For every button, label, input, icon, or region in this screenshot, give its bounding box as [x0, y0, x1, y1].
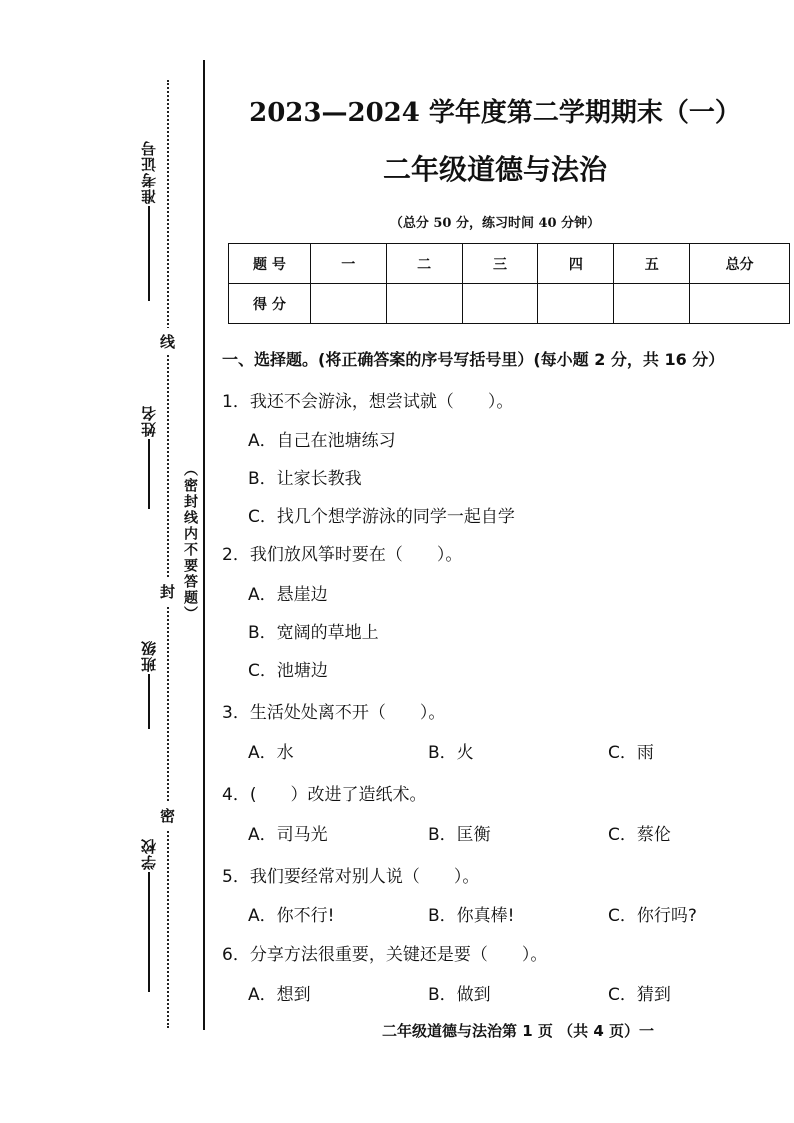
class-field [138, 640, 159, 729]
option: B．宽阔的草地上 [248, 623, 379, 643]
option: B．让家长教我 [248, 469, 362, 489]
exam-number-field [138, 140, 159, 301]
option: B．火 [428, 743, 474, 763]
score-table-score-row [229, 284, 790, 324]
seal-note: （密封线内不要答题） [182, 462, 198, 622]
score-table-header-row [229, 244, 790, 284]
option: B．你真棒! [428, 906, 515, 926]
exam-meta: （总分 50 分，练习时间 40 分钟） [389, 216, 601, 231]
option: A．悬崖边 [248, 585, 328, 605]
seal-dotted-line [167, 80, 169, 1028]
options-row [248, 820, 788, 845]
options-row [248, 738, 788, 763]
question-stem: 2．我们放风筝时要在（ ）。 [222, 545, 463, 565]
options-row [248, 901, 788, 926]
option: C．池塘边 [248, 661, 328, 681]
row-header-score: 得 分 [229, 284, 311, 324]
option: C．你行吗? [608, 906, 697, 926]
option: B．匡衡 [428, 825, 491, 845]
option: A．水 [248, 743, 294, 763]
question-stem: 4．( ）改进了造纸术。 [222, 785, 427, 805]
score-cell[interactable] [310, 284, 386, 324]
class-label: 班级 [140, 640, 158, 672]
binding-rule [203, 60, 205, 1030]
score-table [228, 243, 790, 324]
question-stem: 3．生活处处离不开（ ）。 [222, 703, 446, 723]
seal-char-seal: 封 [160, 578, 175, 605]
option: B．做到 [428, 985, 491, 1005]
school-field [138, 838, 159, 992]
name-label: 姓名 [140, 405, 158, 437]
col-header-5: 五 [614, 244, 690, 284]
school-label: 学校 [140, 838, 158, 870]
exam-subject: 二年级道德与法治 [382, 153, 607, 186]
score-cell[interactable] [614, 284, 690, 324]
question-stem: 1．我还不会游泳，想尝试就（ ）。 [222, 392, 514, 412]
exam-number-label: 准考证号 [140, 140, 158, 204]
section-heading: 一、选择题。(将正确答案的序号写括号里）(每小题 2 分，共 16 分） [222, 350, 725, 369]
question-stem: 6．分享方法很重要，关键还是要（ ）。 [222, 945, 548, 965]
col-header-4: 四 [538, 244, 614, 284]
option: A．想到 [248, 985, 311, 1005]
option: C．猜到 [608, 985, 671, 1005]
score-cell[interactable] [690, 284, 790, 324]
exam-title: 2023—2024 学年度第二学期期末（一） [249, 98, 741, 128]
page-footer: 二年级道德与法治第 1 页 （共 4 页）一 [382, 1022, 654, 1040]
option: C．找几个想学游泳的同学一起自学 [248, 507, 515, 527]
question-stem: 5．我们要经常对别人说（ ）。 [222, 867, 480, 887]
option: A．司马光 [248, 825, 328, 845]
options-row [248, 980, 788, 1005]
seal-char-secret: 密 [160, 802, 175, 829]
col-header-total: 总分 [690, 244, 790, 284]
score-cell[interactable] [538, 284, 614, 324]
option: C．蔡伦 [608, 825, 671, 845]
col-header-3: 三 [462, 244, 538, 284]
seal-char-line: 线 [160, 328, 175, 355]
col-header-2: 二 [386, 244, 462, 284]
score-cell[interactable] [386, 284, 462, 324]
name-field [138, 405, 159, 509]
option: C．雨 [608, 743, 654, 763]
row-header-question-no: 题 号 [229, 244, 311, 284]
option: A．自己在池塘练习 [248, 431, 396, 451]
option: A．你不行! [248, 906, 335, 926]
score-cell[interactable] [462, 284, 538, 324]
col-header-1: 一 [310, 244, 386, 284]
